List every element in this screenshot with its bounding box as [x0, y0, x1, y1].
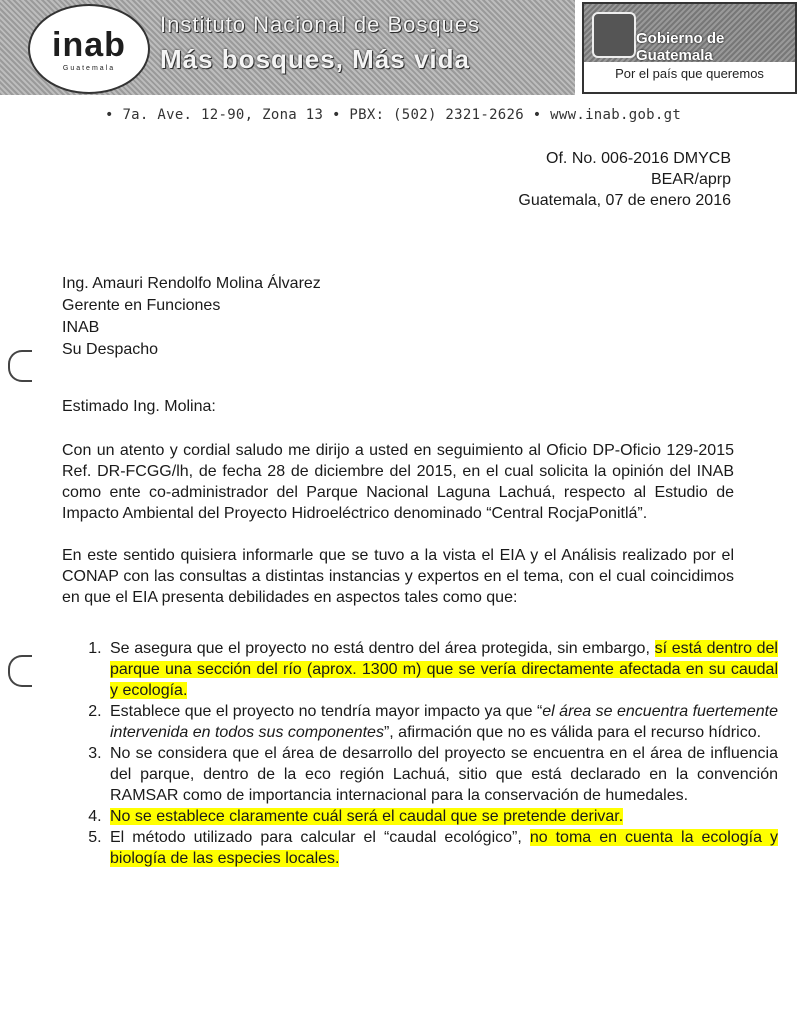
letterhead [0, 0, 797, 95]
paragraph-1: Con un atento y cordial saludo me dirijo a usted en seguimiento al Oficio DP-Oficio 129-2015 Ref. DR-FCGG/lh, de fecha 28 de diciembre del 2015, en el cual solicita la opinión del INAB como ente co-administrador del Parque Nacional Laguna Lachuá, respecto al Estudio de Impacto Ambiental del Proyecto Hidroeléctrico denominado “Central RocjaPonitlá”. [62, 442, 734, 522]
punch-hole-mark [8, 655, 32, 687]
list-item: 3. No se considera que el área de desarrollo del proyecto se encuentra en el área de influencia del parque, dentro de la eco región Lachuá, sitio que está declarado en la convención RAMSAR como de importancia internacional para la conservación de humedales. [106, 743, 778, 806]
government-seal-box [582, 2, 797, 94]
reference-block [518, 148, 731, 211]
address-line: • 7a. Ave. 12-90, Zona 13 • PBX: (502) 2321-2626 • www.inab.gob.gt [105, 107, 682, 123]
coat-of-arms-icon [592, 12, 636, 58]
recipient-name: Ing. Amauri Rendolfo Molina Álvarez [62, 275, 321, 292]
list-item [106, 806, 778, 827]
initials: BEAR/aprp [650, 171, 731, 188]
list-item: 2. Establece que el proyecto no tendría mayor impacto ya que “el área se encuentra fuertemente intervenida en todos sus componentes”, afirmación que no es válida para el recurso hídrico. [106, 701, 778, 743]
paragraph-2: En este sentido quisiera informarle que se tuvo a la vista el EIA y el Análisis realizado por el CONAP con las consultas a distintas instancias y expertos en el tema, con el cual coincidimos en que el EIA presenta debilidades en aspectos tales como que: [62, 547, 734, 606]
punch-hole-mark [8, 350, 32, 382]
highlight: No se establece claramente cuál será el caudal que se pretende derivar. [110, 808, 624, 825]
list-item: 5. El método utilizado para calcular el “caudal ecológico”, no toma en cuenta la ecología y biología de las especies locales. [106, 827, 778, 869]
weakness-list [62, 638, 778, 869]
recipient-block [62, 273, 321, 361]
highlight: no toma en cuenta la ecología y biología de las especies locales. [110, 829, 778, 867]
highlight: sí está dentro del parque una sección del río (aprox. 1300 m) que se vería directamente afectada en su caudal y ecología. [110, 640, 778, 699]
greeting: Estimado Ing. Molina: [62, 398, 216, 415]
quote: el área se encuentra fuertemente intervenida en todos sus componentes [110, 703, 778, 741]
logo-subtext: Guatemala [62, 65, 116, 72]
logo-text: inab [52, 26, 126, 64]
institution-slogan: Más bosques, Más vida [160, 44, 470, 74]
recipient-closing: Su Despacho [62, 341, 159, 358]
government-name: Gobierno de Guatemala [636, 30, 725, 64]
recipient-org: INAB [62, 319, 100, 336]
office-number: Of. No. 006-2016 DMYCB [546, 150, 731, 167]
place-date: Guatemala, 07 de enero 2016 [518, 192, 731, 209]
institution-name: Instituto Nacional de Bosques [160, 12, 481, 37]
recipient-title: Gerente en Funciones [62, 297, 221, 314]
government-tagline: Por el país que queremos [615, 66, 764, 81]
inab-logo [28, 4, 150, 94]
list-item: 1. Se asegura que el proyecto no está dentro del área protegida, sin embargo, sí está dentro del parque una sección del río (aprox. 1300 m) que se vería directamente afectada en su caudal y ecología. [106, 638, 778, 701]
